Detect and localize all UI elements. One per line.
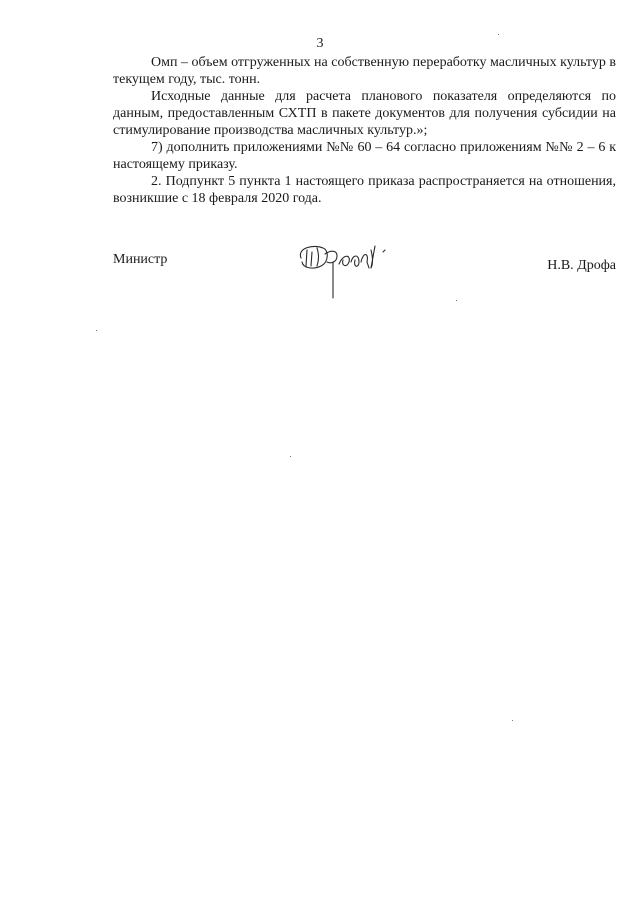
paragraph-appendices: 7) дополнить приложениями №№ 60 – 64 согласно приложениям №№ 2 – 6 к настоящему приказу.	[113, 140, 616, 172]
scan-speck	[498, 34, 499, 35]
page-number: 3	[316, 36, 324, 51]
handwritten-signature	[293, 240, 393, 302]
paragraph-omp-definition: Омп – объем отгруженных на собственную переработку масличных культур в текущем году, тыс. тонн.	[113, 55, 616, 87]
scan-speck	[96, 330, 97, 331]
scan-speck	[512, 720, 513, 721]
paragraph-source-data: Исходные данные для расчета планового показателя определяются по данным, предоставленным СХТП в пакете документов для получения субсидии на стимулирование производства масличных культур.»;	[113, 89, 616, 138]
scan-speck	[456, 300, 457, 301]
document-body	[113, 54, 616, 207]
signature-block	[113, 252, 616, 302]
signer-name: Н.В. Дрофа	[547, 258, 616, 273]
scan-speck	[290, 456, 291, 457]
paragraph-effective-date: 2. Подпункт 5 пункта 1 настоящего приказа распространяется на отношения, возникшие с 18 февраля 2020 года.	[113, 174, 616, 206]
signer-title: Министр	[113, 252, 168, 267]
